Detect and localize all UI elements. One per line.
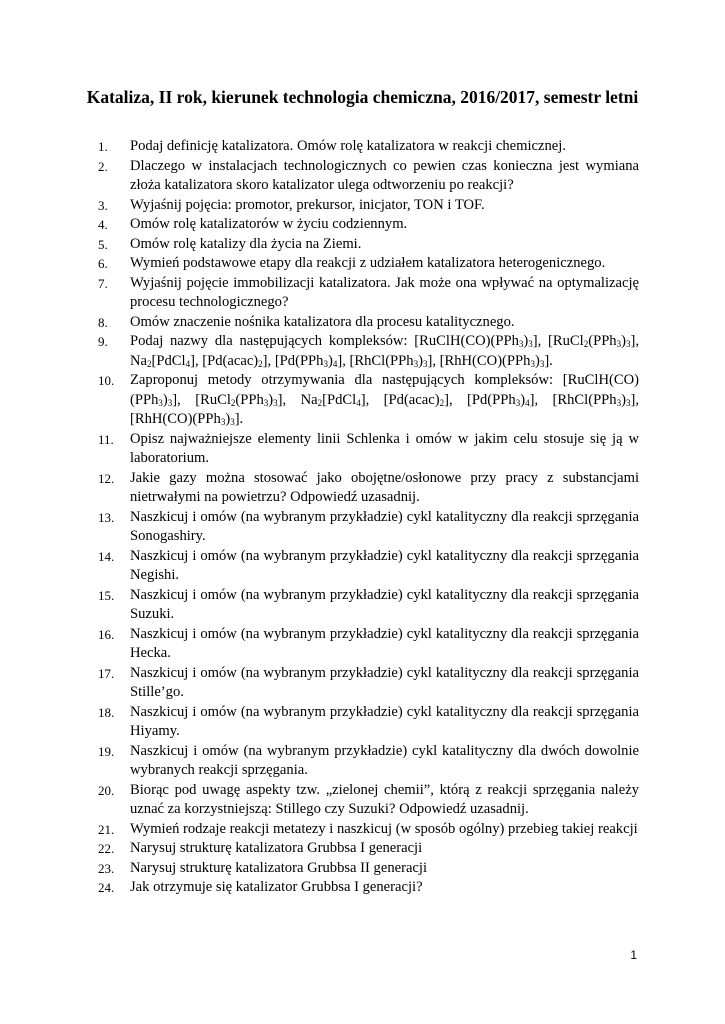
subscript: 3 xyxy=(539,358,545,369)
question-number: 20. xyxy=(98,782,115,798)
question-number: 12. xyxy=(98,470,115,486)
question-item xyxy=(98,703,639,742)
question-text: Narysuj strukturę katalizatora Grubbsa I generacji xyxy=(130,840,423,856)
subscript: 3 xyxy=(616,397,622,408)
question-number: 24. xyxy=(98,880,115,895)
question-item xyxy=(98,235,639,255)
question-number: 2. xyxy=(98,158,108,174)
question-text: Omów rolę katalizatorów w życiu codziennym. xyxy=(130,216,408,232)
question-text: Dlaczego w instalacjach technologicznych co pewien czas konieczna jest wymiana złoża katalizatora skoro katalizator ulega odtworzeniu po reakcji? xyxy=(130,157,639,193)
question-number: 13. xyxy=(98,509,115,525)
question-item xyxy=(98,371,639,430)
question-number: 10. xyxy=(98,373,115,388)
subscript: 4 xyxy=(356,397,361,408)
question-item xyxy=(98,839,639,859)
subscript: 2 xyxy=(439,397,445,408)
question-item xyxy=(98,625,639,664)
subscript: 3 xyxy=(273,397,278,408)
question-item xyxy=(98,196,639,216)
question-text: Biorąc pod uwagę aspekty tzw. „zielonej chemii”, którą z reakcji sprzęgania należy uznać za korzystniejszą: Stillego czy Suzuki? Odpowiedź uzasadnij. xyxy=(130,781,639,817)
question-text: Podaj nazwy dla następujących kompleksów: $[RuClH(CO)(PPh_3)_3]$, $[RuCl_2(PPh_3)_3]$, $Na_2[PdCl_4]$, $[Pd(acac)_2]$, $[Pd(PPh_3)_4]$, $[RhCl(PPh_3)_3]$, $[RhH(CO)(PPh_3)_3]$. xyxy=(130,333,639,369)
question-number: 15. xyxy=(98,587,115,603)
question-text: Wyjaśnij pojęcia: promotor, prekursor, inicjator, TON i TOF. xyxy=(130,196,485,213)
question-text: Zaproponuj metody otrzymywania dla następujących kompleksów: $[RuClH(CO)(PPh_3)_3]$, $[RuCl_2(PPh_3)_3]$, $Na_2[PdCl_4]$, $[Pd(acac)_2]$, $[Pd(PPh_3)_4]$, $[RhCl(PPh_3)_3]$, $[RhH(CO)(PPh_3)_3]$. xyxy=(130,372,639,427)
question-number: 21. xyxy=(98,821,115,837)
question-item xyxy=(98,781,639,820)
question-text: Wymień podstawowe etapy dla reakcji z udziałem katalizatora heterogenicznego. xyxy=(130,255,606,271)
subscript: 4 xyxy=(525,397,530,408)
question-item xyxy=(98,664,639,703)
question-item xyxy=(98,254,639,274)
question-number: 8. xyxy=(98,314,108,330)
question-item xyxy=(98,469,639,508)
question-text: Naszkicuj i omów (na wybranym przykładzie) cykl katalityczny dla reakcji sprzęgania Negishi. xyxy=(130,547,639,583)
question-text: Naszkicuj i omów (na wybranym przykładzie) cykl katalityczny dla reakcji sprzęgania Sonogashiry. xyxy=(130,508,639,544)
question-item xyxy=(98,742,639,781)
question-text: Wyjaśnij pojęcie immobilizacji katalizatora. Jak może ona wpływać na optymalizację procesu technologicznego? xyxy=(130,274,639,310)
question-number: 6. xyxy=(98,256,108,271)
subscript: 3 xyxy=(263,397,269,408)
subscript: 3 xyxy=(413,358,419,369)
subscript: 2 xyxy=(147,358,152,369)
question-item xyxy=(98,878,639,898)
question-number: 9. xyxy=(98,334,108,349)
subscript: 3 xyxy=(323,358,328,369)
question-number: 19. xyxy=(98,743,115,759)
question-item xyxy=(98,332,639,371)
question-number: 14. xyxy=(98,548,115,564)
subscript: 4 xyxy=(332,358,338,369)
subscript: 2 xyxy=(258,358,263,369)
question-item xyxy=(98,137,639,157)
subscript: 3 xyxy=(616,339,622,349)
question-text: Naszkicuj i omów (na wybranym przykładzie) cykl katalityczny dla reakcji sprzęgania Stille’go. xyxy=(130,664,639,700)
question-number: 18. xyxy=(98,704,115,720)
question-item xyxy=(98,508,639,547)
question-number: 3. xyxy=(98,197,108,213)
question-item xyxy=(98,547,639,586)
question-item xyxy=(98,274,639,313)
page-title: Kataliza, II rok, kierunek technologia chemiczna, 2016/2017, semestr letni xyxy=(86,87,639,107)
subscript: 3 xyxy=(530,358,535,369)
question-number: 4. xyxy=(98,217,108,232)
question-text: Naszkicuj i omów (na wybranym przykładzie) cykl katalityczny dla reakcji sprzęgania Hiyamy. xyxy=(130,703,639,739)
question-text: Opisz najważniejsze elementy linii Schlenka i omów w jakim celu stosuje się ją w laboratorium. xyxy=(130,430,639,466)
question-number: 11. xyxy=(98,431,114,447)
subscript: 3 xyxy=(515,397,521,408)
subscript: 3 xyxy=(518,339,524,349)
question-text: Naszkicuj i omów (na wybranym przykładzie) cykl katalityczny dla reakcji sprzęgania Suzuki. xyxy=(130,586,639,622)
subscript: 2 xyxy=(583,339,589,349)
question-number: 22. xyxy=(98,841,115,856)
question-item xyxy=(98,157,639,196)
question-number: 17. xyxy=(98,665,115,681)
question-text: Jak otrzymuje się katalizator Grubbsa I generacji? xyxy=(130,879,423,895)
question-number: 7. xyxy=(98,275,108,291)
subscript: 4 xyxy=(185,358,191,369)
question-item xyxy=(98,586,639,625)
subscript: 3 xyxy=(167,397,173,408)
question-text: Narysuj strukturę katalizatora Grubbsa II generacji xyxy=(130,859,428,876)
subscript: 3 xyxy=(625,397,631,408)
subscript: 3 xyxy=(528,339,533,349)
question-text: Omów znaczenie nośnika katalizatora dla procesu katalitycznego. xyxy=(130,313,515,330)
question-text: Naszkicuj i omów (na wybranym przykładzie) cykl katalityczny dla dwóch dowolnie wybranych reakcji sprzęgania. xyxy=(130,742,639,778)
question-number: 23. xyxy=(98,860,115,876)
subscript: 3 xyxy=(625,339,631,349)
subscript: 3 xyxy=(230,417,235,427)
question-item xyxy=(98,430,639,469)
question-number: 1. xyxy=(98,139,108,154)
question-text: Naszkicuj i omów (na wybranym przykładzie) cykl katalityczny dla reakcji sprzęgania Hecka. xyxy=(130,625,639,661)
subscript: 3 xyxy=(220,417,226,427)
subscript: 2 xyxy=(230,397,236,408)
question-text: Wymień rodzaje reakcji metatezy i naszkicuj (w sposób ogólny) przebieg takiej reakcji xyxy=(130,820,638,837)
question-item xyxy=(98,313,639,333)
question-item xyxy=(98,820,639,840)
question-item xyxy=(98,859,639,879)
subscript: 3 xyxy=(158,397,163,408)
page-number: 1 xyxy=(630,948,637,962)
question-text: Podaj definicję katalizatora. Omów rolę katalizatora w reakcji chemicznej. xyxy=(130,138,566,154)
question-text: Jakie gazy można stosować jako obojętne/osłonowe przy pracy z substancjami nietrwałymi na powietrzu? Odpowiedź uzasadnij. xyxy=(130,469,639,505)
question-list xyxy=(98,137,639,898)
subscript: 3 xyxy=(422,358,428,369)
question-number: 16. xyxy=(98,626,115,642)
question-text: Omów rolę katalizy dla życia na Ziemi. xyxy=(130,235,362,252)
question-number: 5. xyxy=(98,236,108,252)
subscript: 2 xyxy=(317,397,323,408)
question-item xyxy=(98,215,639,235)
